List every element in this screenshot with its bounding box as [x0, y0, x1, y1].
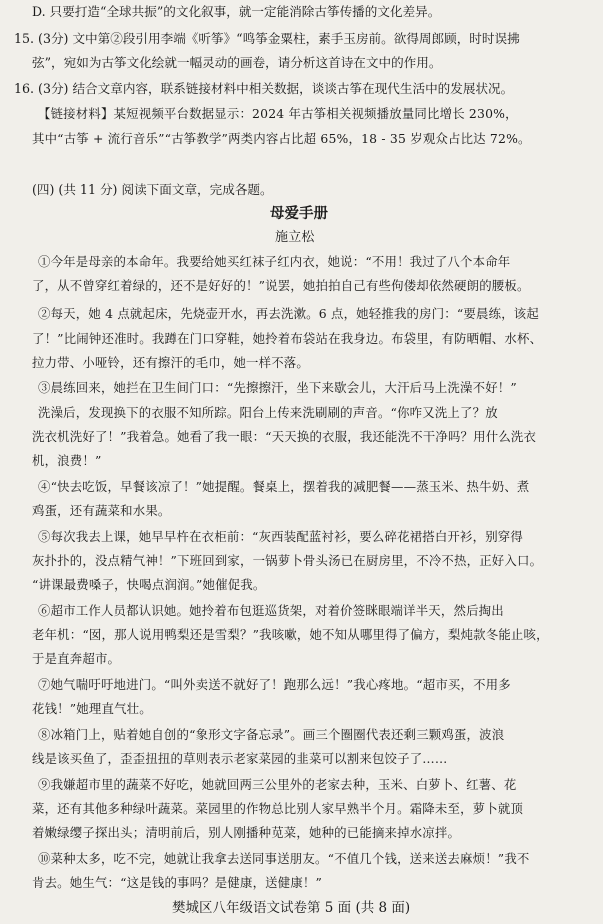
- paragraph-line: 了，从不曾穿红着绿的，还不是好好的！”说罢，她拍拍自己有些佝偻却依然硬朗的腰板。: [32, 278, 530, 293]
- option-d: D. 只要打造“全球共振”的文化叙事，就一定能消除古筝传播的文化差异。: [32, 4, 441, 19]
- paragraph-line: ④“快去吃饭，早餐该凉了！”她提醒。餐桌上，摆着我的减肥餐——蒸玉米、热牛奶、煮: [38, 479, 530, 494]
- paragraph-line: 拉力带、小哑铃，还有擦汗的毛巾，她一样不落。: [32, 355, 309, 370]
- paragraph-line: “讲课最费嗓子，快喝点润润。”她催促我。: [32, 577, 266, 592]
- question-15: 15. (3分) 文中第②段引用李端《听筝》“鸣筝金粟柱，素手玉房前。欲得周郎顾，时时误拂: [14, 31, 520, 46]
- paragraph-line: ⑦她气喘吁吁地进门。“叫外卖送不就好了！跑那么远！”我心疼地。“超市买，不用多: [38, 677, 511, 692]
- paragraph-line: ⑥超市工作人员都认识她。她拎着布包逛巡货架，对着价签眯眼端详半天，然后掏出: [38, 603, 504, 618]
- paragraph-line: 着嫩绿缨子探出头；清明前后，别人刚播种苋菜，她种的已能摘来掉水凉拌。: [32, 825, 461, 840]
- question-15-cont: 弦”，宛如为古筝文化绘就一幅灵动的画卷，请分析这首诗在文中的作用。: [32, 55, 442, 70]
- link-material: 【链接材料】某短视频平台数据显示：2024 年古筝相关视频播放量同比增长 230%，: [38, 106, 518, 121]
- question-16: 16. (3分) 结合文章内容，联系链接材料中相关数据，谈谈古筝在现代生活中的发展状况。: [14, 81, 514, 96]
- paragraph-line: 花钱！”她理直气壮。: [32, 701, 152, 716]
- article-author: 施立松: [275, 230, 315, 245]
- section-four-heading: (四) (共 11 分) 阅读下面文章，完成各题。: [32, 182, 273, 197]
- page-footer: 樊城区八年级语文试卷第 5 面 (共 8 面): [172, 900, 411, 916]
- paragraph-line: 肯去。她生气：“这是钱的事吗？是健康，送健康！”: [32, 875, 323, 890]
- paragraph-line: 灰扑扑的，没点精气神！”下班回到家，一锅萝卜骨头汤已在厨房里，不冷不热，正好入口。: [32, 553, 543, 568]
- article-title: 母爱手册: [270, 205, 328, 222]
- paragraph-line: ⑧冰箱门上，贴着她自创的“象形文字备忘录”。画三个圈圈代表还剩三颗鸡蛋，波浪: [38, 727, 505, 742]
- paragraph-line: ①今年是母亲的本命年。我要给她买红袜子红内衣，她说：“不用！我过了八个本命年: [38, 254, 511, 269]
- paragraph-line: 洗澡后，发现换下的衣服不知所踪。阳台上传来洗刷刷的声音。“你咋又洗上了？放: [38, 405, 498, 420]
- paragraph-line: 鸡蛋，还有蔬菜和水果。: [32, 503, 171, 518]
- paragraph-line: 洗衣机洗好了！”我着急。她看了我一眼：“天天换的衣服，我还能洗不干净吗？用什么洗衣: [32, 429, 537, 444]
- paragraph-line: 了！”比闹钟还准时。我蹲在门口穿鞋，她拎着布袋站在我身边。布袋里，有防晒帽、水杯、: [32, 331, 543, 346]
- paragraph-line: 线是该买鱼了，歪歪扭扭的草则表示老家菜园的韭菜可以割来包饺子了……: [32, 751, 448, 766]
- paragraph-line: ⑩菜种太多，吃不完，她就让我拿去送同事送朋友。“不值几个钱，送来送去麻烦！”我不: [38, 851, 530, 866]
- paragraph-line: 机，浪费！”: [32, 453, 102, 468]
- paragraph-line: ②每天，她 4 点就起床，先烧壶开水，再去洗漱。6 点，她轻推我的房门：“要晨练，该起: [38, 306, 539, 321]
- paragraph-line: 菜，还有其他多种绿叶蔬菜。菜园里的作物总比别人家早熟半个月。霜降未至，萝卜就顶: [32, 801, 524, 816]
- paragraph-line: ⑤每次我去上课，她早早杵在衣柜前：“灰西装配蓝衬衫，要么碎花裙搭白开衫，别穿得: [38, 529, 523, 544]
- paragraph-line: ⑨我嫌超市里的蔬菜不好吃，她就回两三公里外的老家去种，玉米、白萝卜、红薯、花: [38, 777, 517, 792]
- link-material-cont: 其中“古筝 + 流行音乐”“古筝教学”两类内容占比超 65%，18 - 35 岁观众占比达 72%。: [32, 131, 531, 146]
- paragraph-line: 于是直奔超市。: [32, 651, 121, 666]
- paragraph-line: ③晨练回来，她拦在卫生间门口：“先擦擦汗，坐下来歇会儿，大汗后马上洗澡不好！”: [38, 380, 517, 395]
- paragraph-line: 老年机：“囡，那人说用鸭梨还是雪梨？”我咳嗽，她不知从哪里得了偏方，梨炖款冬能止咳，: [32, 627, 549, 642]
